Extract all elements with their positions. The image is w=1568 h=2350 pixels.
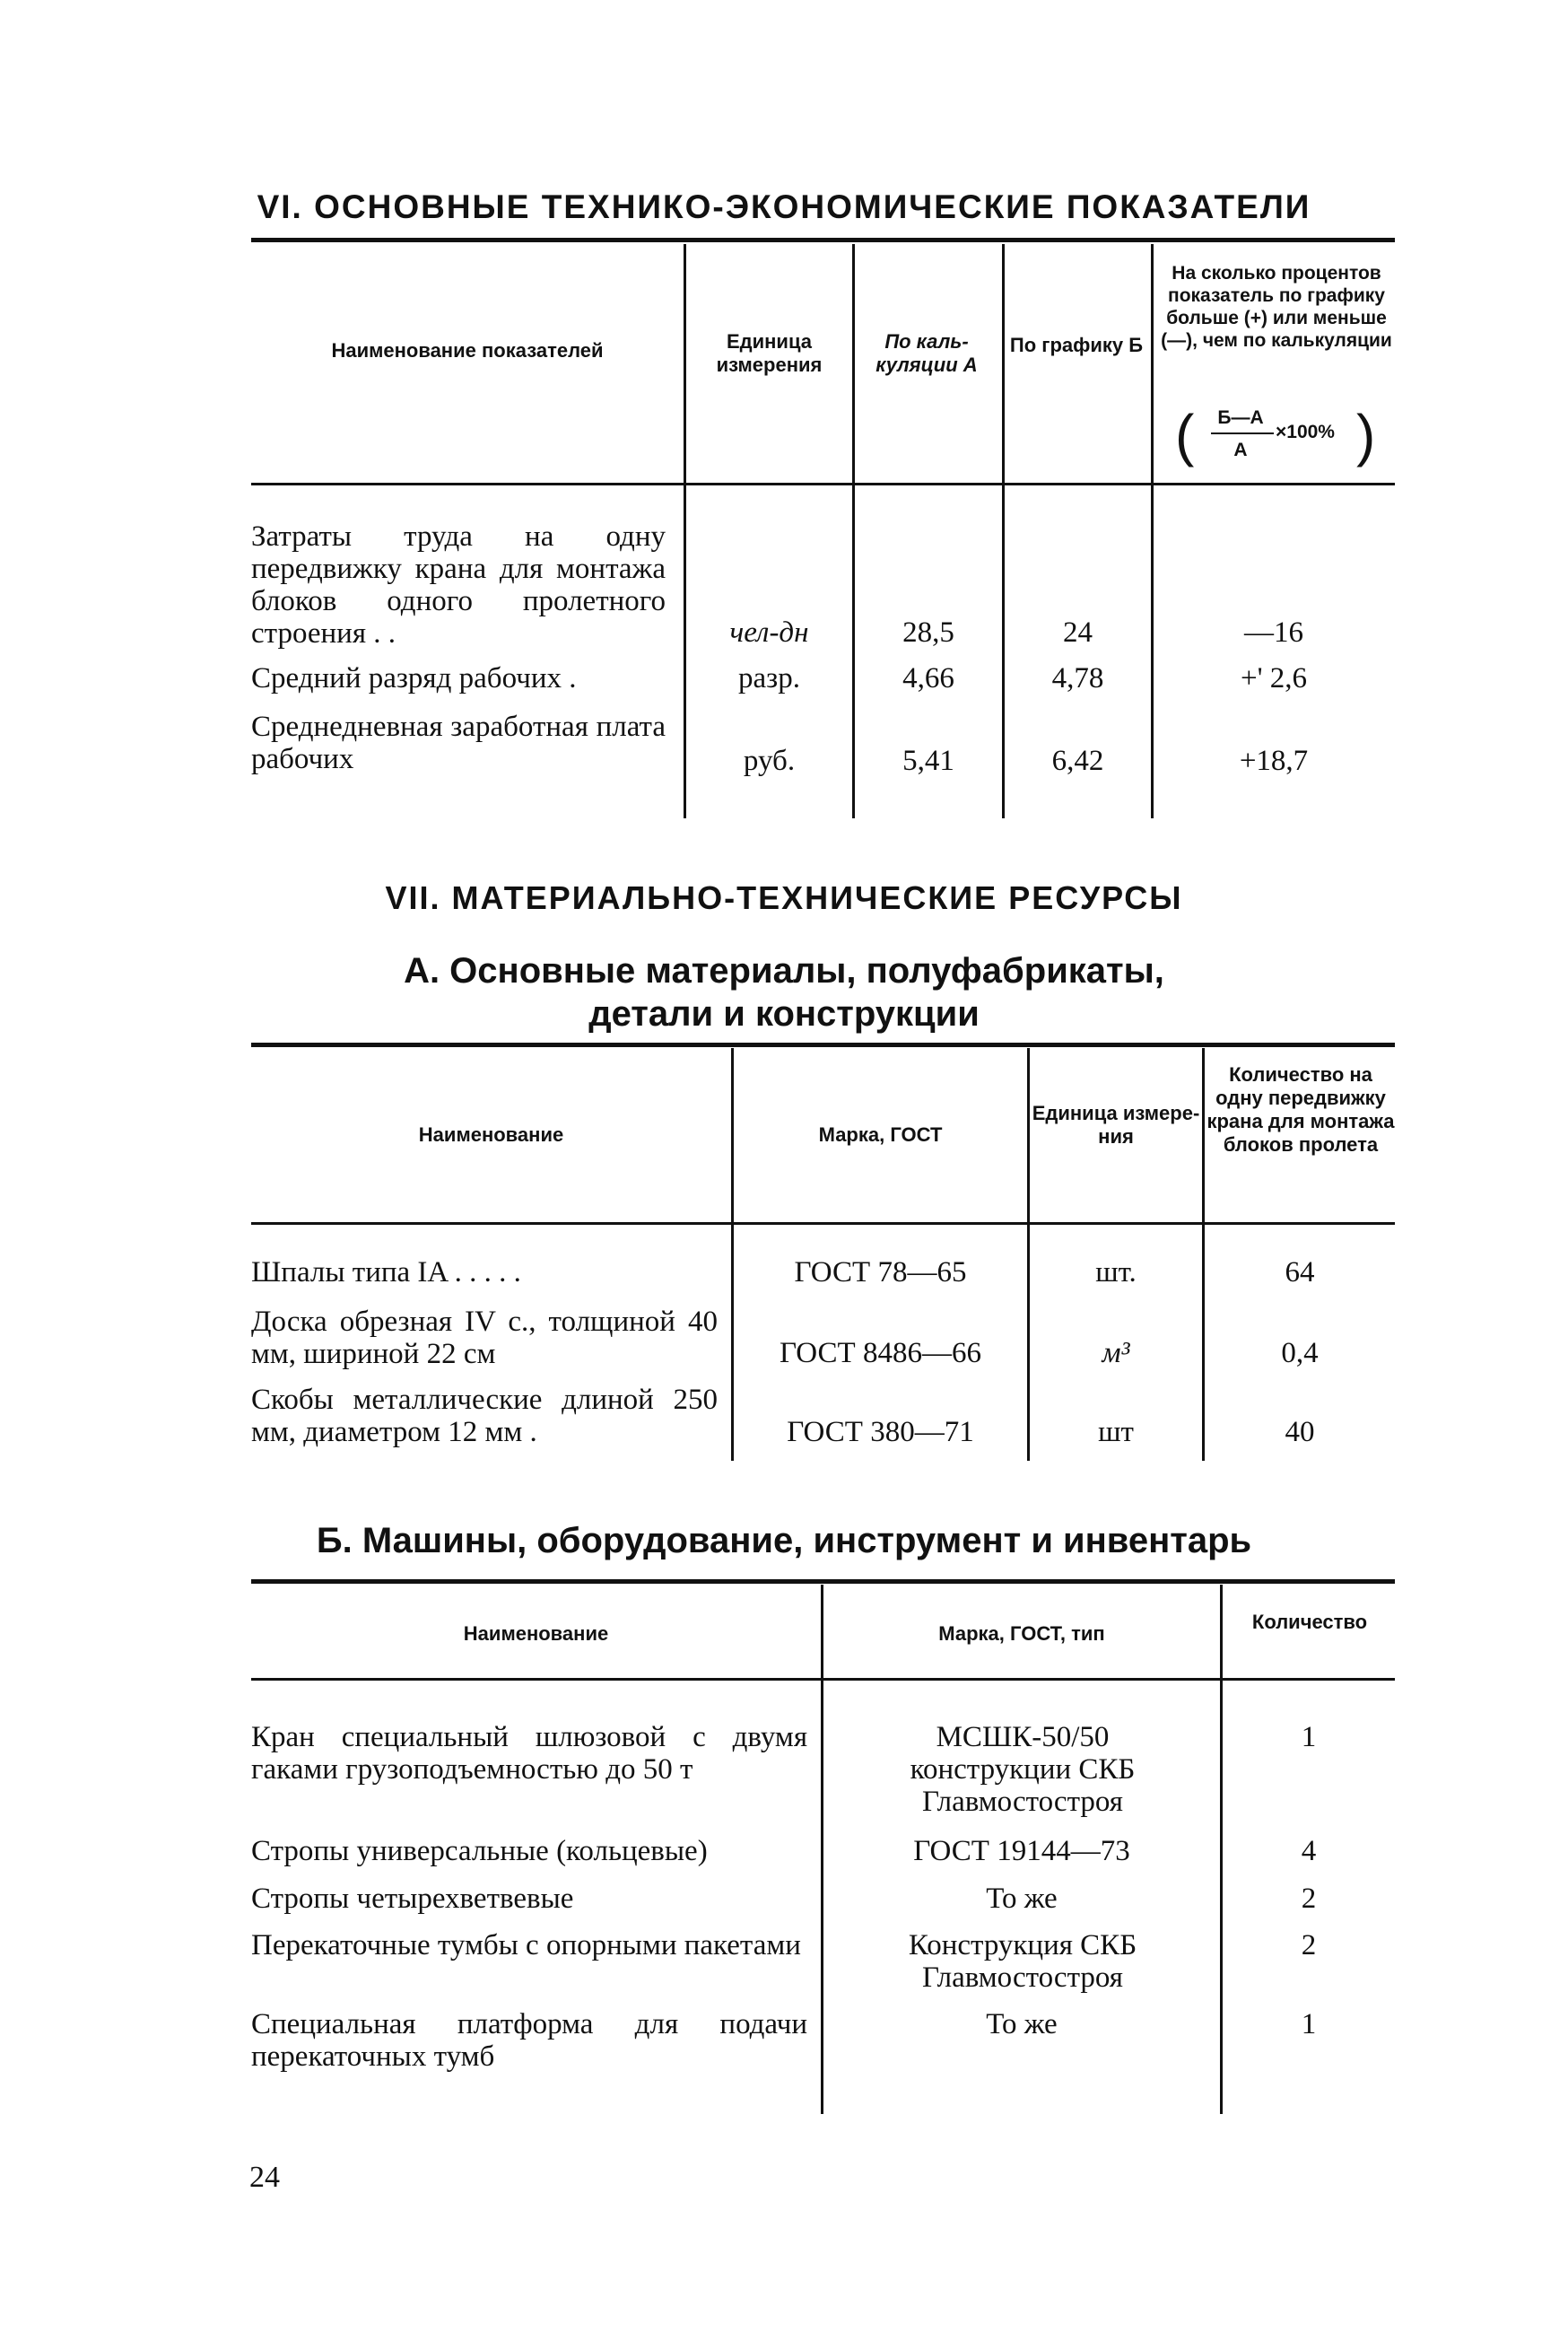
table-6-row-2-percent: +' 2,6 xyxy=(1240,662,1308,695)
table-b-row-2-name: Стропы универсальные (кольцевые) xyxy=(251,1835,708,1867)
table-b-row-1-brand: МСШК-50/50 конструкции СКБ Главмостостроя xyxy=(910,1721,1136,1818)
table-6-row-1-unit: чел-дн xyxy=(729,616,809,649)
table-a-row-3-qty: 40 xyxy=(1285,1416,1315,1448)
col-header-percent: На сколько процентов показатель по графику больше (+) или меньше (—), чем по калькуляции xyxy=(1161,263,1392,351)
table-b-row-4-name: Перекаточные тумбы с опорными пакетами xyxy=(251,1929,801,1961)
subsection-a-title-2: детали и конструкции xyxy=(588,994,980,1034)
table-b-row-4-brand: Конструкция СКБ Главмостостроя xyxy=(908,1929,1137,1994)
subsection-a-title-1: А. Основные материалы, полуфабрикаты, xyxy=(404,951,1164,991)
table-b-row-4-qty: 2 xyxy=(1301,1929,1317,1961)
table-6-row-3-graph: 6,42 xyxy=(1051,745,1104,777)
table-6-row-2-graph: 4,78 xyxy=(1051,662,1104,695)
table-6-row-1-graph: 24 xyxy=(1063,616,1093,649)
table-6-row-1-calc: 28,5 xyxy=(902,616,954,649)
col-header-brand: Марка, ГОСТ, тип xyxy=(938,1622,1105,1645)
table-6-row-2-unit: разр. xyxy=(738,662,800,695)
table-6-row-1-percent: —16 xyxy=(1244,616,1303,649)
table-6-row-3-calc: 5,41 xyxy=(902,745,954,777)
table-b-row-3-brand: То же xyxy=(986,1883,1058,1915)
table-6-row-2-name: Средний разряд рабочих . xyxy=(251,662,577,695)
table-a-row-3-name: Скобы металлические длиной 250 мм, диаметром 12 мм . xyxy=(251,1384,718,1448)
table-a-row-2-name: Доска обрезная IV с., толщиной 40 мм, шириной 22 см xyxy=(251,1306,718,1370)
col-header-unit: Единица измерения xyxy=(1032,1102,1200,1148)
table-b-row-5-name: Специальная платформа для подачи перекаточных тумб xyxy=(251,2008,807,2073)
table-6-row-3-percent: +18,7 xyxy=(1239,745,1309,777)
section-7-title: VII. МАТЕРИАЛЬНО-ТЕХНИЧЕСКИЕ РЕСУРСЫ xyxy=(385,879,1183,916)
subsection-b-title: Б. Машины, оборудование, инструмент и инвентарь xyxy=(316,1521,1252,1560)
table-a-row-1-brand: ГОСТ 78—65 xyxy=(794,1256,967,1289)
table-a-row-1-unit: шт. xyxy=(1095,1256,1137,1289)
table-a-row-3-unit: шт xyxy=(1098,1416,1134,1448)
table-b-row-1-qty: 1 xyxy=(1301,1721,1317,1753)
table-b-row-5-qty: 1 xyxy=(1301,2008,1317,2040)
table-b-row-2-qty: 4 xyxy=(1301,1835,1317,1867)
col-header-unit: Единица измерения xyxy=(716,330,823,376)
table-a-row-1-name: Шпалы типа IA . . . . . xyxy=(251,1256,521,1289)
table-a-row-3-brand: ГОСТ 380—71 xyxy=(787,1416,974,1448)
table-a-row-2-qty: 0,4 xyxy=(1281,1337,1319,1369)
table-b-row-5-brand: То же xyxy=(986,2008,1058,2040)
col-header-graph: По графику Б xyxy=(1009,334,1144,356)
table-6-row-2-calc: 4,66 xyxy=(902,662,954,695)
table-b-row-2-brand: ГОСТ 19144—73 xyxy=(913,1835,1130,1867)
percent-formula: ( Б—А А ×100% ) xyxy=(1175,403,1376,467)
table-b-row-3-qty: 2 xyxy=(1301,1883,1317,1915)
table-6-row-3-unit: руб. xyxy=(743,745,796,777)
col-header-name: Наименование показателей xyxy=(331,339,604,362)
col-header-qty: Количество на одну передвижку крана для монтажа блоков пролета xyxy=(1206,1063,1395,1156)
col-header-name: Наименование xyxy=(418,1123,564,1146)
table-b-row-1-name: Кран специальный шлюзовой с двумя гаками грузоподъемностью до 50 т xyxy=(251,1721,807,1786)
table-6-row-3-name: Среднедневная заработная плата рабочих xyxy=(251,711,666,775)
section-6-title: VI. ОСНОВНЫЕ ТЕХНИКО-ЭКОНОМИЧЕСКИЕ ПОКАЗАТЕЛИ xyxy=(257,188,1311,225)
table-a-row-2-unit: м³ xyxy=(1102,1337,1130,1369)
page-number: 24 xyxy=(249,2161,280,2194)
table-6-row-1-name: Затраты труда на одну передвижку крана для монтажа блоков одного пролетного строения . . xyxy=(251,520,666,650)
col-header-qty: Количество xyxy=(1251,1611,1368,1633)
col-header-calc: По калькуляции А xyxy=(875,330,978,376)
col-header-name: Наименование xyxy=(463,1622,609,1645)
table-a-row-1-qty: 64 xyxy=(1285,1256,1315,1289)
col-header-brand: Марка, ГОСТ xyxy=(818,1123,943,1146)
table-b-row-3-name: Стропы четырехветвевые xyxy=(251,1883,574,1915)
table-a-row-2-brand: ГОСТ 8486—66 xyxy=(780,1337,981,1369)
